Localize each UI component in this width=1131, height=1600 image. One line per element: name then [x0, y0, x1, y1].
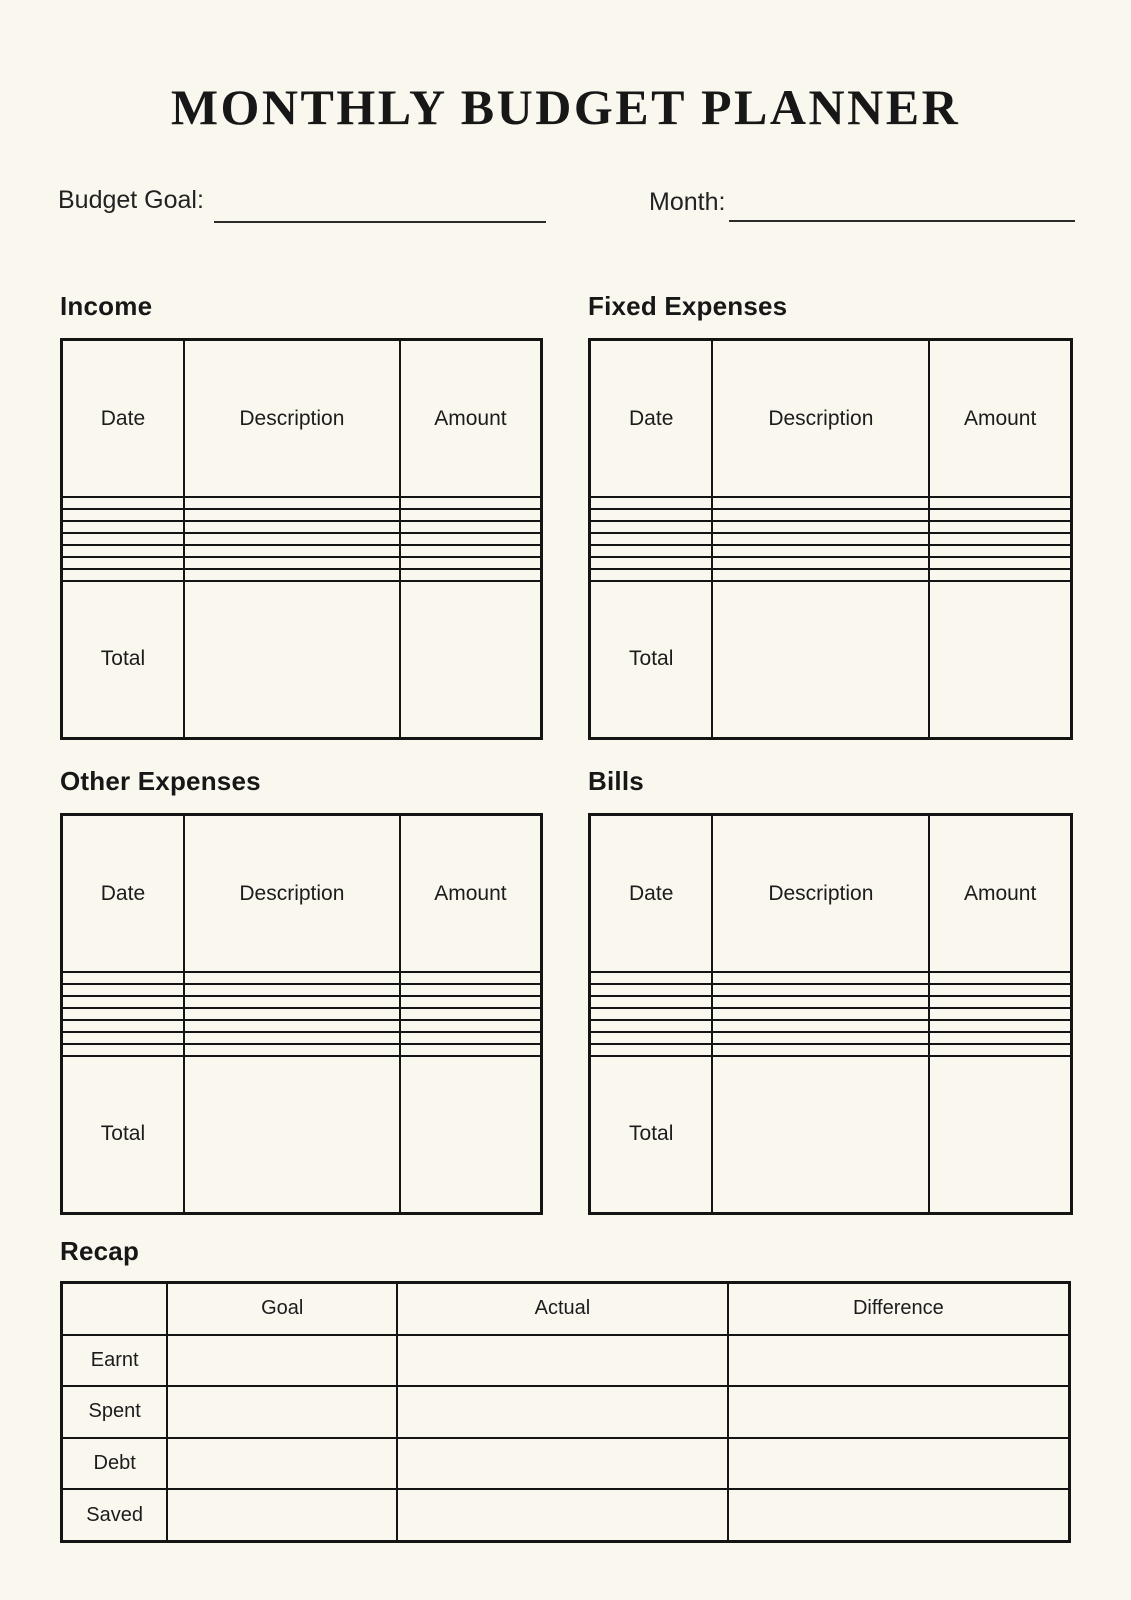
- bills-table: [588, 813, 1073, 1215]
- page-title: MONTHLY BUDGET PLANNER: [170, 79, 961, 135]
- other-expenses-description-cell[interactable]: [184, 1020, 400, 1032]
- recap-spent-goal-cell[interactable]: [167, 1386, 397, 1437]
- fixed-expenses-date-cell[interactable]: [590, 545, 713, 557]
- income-col-header-amount: Amount: [400, 340, 542, 498]
- other-expenses-date-cell[interactable]: [62, 1008, 184, 1020]
- other-expenses-description-cell[interactable]: [184, 972, 400, 984]
- fixed-expenses-date-cell[interactable]: [590, 521, 713, 533]
- fixed-expenses-description-cell[interactable]: [712, 545, 929, 557]
- income-description-cell[interactable]: [184, 545, 400, 557]
- fixed-expenses-total-description-cell[interactable]: [712, 581, 929, 739]
- fixed-expenses-description-cell[interactable]: [712, 497, 929, 509]
- fixed-expenses-section: [588, 292, 1073, 740]
- fixed-expenses-table: [588, 338, 1073, 740]
- income-amount-cell[interactable]: [400, 569, 542, 581]
- income-date-cell[interactable]: [62, 557, 184, 569]
- other-expenses-heading: Other Expenses: [60, 766, 261, 796]
- bills-description-cell[interactable]: [712, 1044, 929, 1056]
- bills-total-description-cell[interactable]: [712, 1056, 929, 1214]
- other-expenses-description-cell[interactable]: [184, 996, 400, 1008]
- income-section: [60, 292, 543, 740]
- bills-date-cell[interactable]: [590, 972, 713, 984]
- bills-col-header-amount: Amount: [929, 815, 1071, 973]
- bills-col-header-description: Description: [712, 815, 929, 973]
- fixed-expenses-row-3: [590, 521, 1072, 533]
- other-expenses-row-2: [62, 984, 542, 996]
- income-row-6: [62, 557, 542, 569]
- bills-date-cell[interactable]: [590, 1008, 713, 1020]
- recap-heading: Recap: [60, 1236, 140, 1266]
- other-expenses-amount-cell[interactable]: [400, 1044, 542, 1056]
- income-header-row: [62, 340, 542, 498]
- month-label: Month:: [649, 188, 726, 216]
- bills-amount-cell[interactable]: [929, 1044, 1071, 1056]
- other-expenses-total-amount-cell[interactable]: [400, 1056, 542, 1214]
- other-expenses-amount-cell[interactable]: [400, 1032, 542, 1044]
- bills-date-cell[interactable]: [590, 984, 713, 996]
- income-total-row: [62, 581, 542, 739]
- bills-row-1: [590, 972, 1072, 984]
- income-amount-cell[interactable]: [400, 557, 542, 569]
- fixed-expenses-description-cell[interactable]: [712, 509, 929, 521]
- bills-description-cell[interactable]: [712, 1020, 929, 1032]
- income-row-7: [62, 569, 542, 581]
- income-col-header-description: Description: [184, 340, 400, 498]
- recap-saved-actual-cell[interactable]: [397, 1489, 728, 1541]
- fixed-expenses-col-header-date: Date: [590, 340, 713, 498]
- other-expenses-date-cell[interactable]: [62, 1032, 184, 1044]
- other-expenses-amount-cell[interactable]: [400, 1008, 542, 1020]
- income-total-amount-cell[interactable]: [400, 581, 542, 739]
- income-date-cell[interactable]: [62, 509, 184, 521]
- fixed-expenses-col-header-amount: Amount: [929, 340, 1071, 498]
- bills-amount-cell[interactable]: [929, 1032, 1071, 1044]
- other-expenses-total-label: Total: [62, 1056, 184, 1214]
- budget-goal-input-line[interactable]: [214, 221, 546, 223]
- other-expenses-col-header-amount: Amount: [400, 815, 542, 973]
- income-amount-cell[interactable]: [400, 497, 542, 509]
- recap-debt-difference-cell[interactable]: [728, 1438, 1070, 1489]
- fixed-expenses-date-cell[interactable]: [590, 497, 713, 509]
- bills-header-row: [590, 815, 1072, 973]
- other-expenses-date-cell[interactable]: [62, 984, 184, 996]
- other-expenses-description-cell[interactable]: [184, 984, 400, 996]
- bills-total-amount-cell[interactable]: [929, 1056, 1071, 1214]
- other-expenses-col-header-description: Description: [184, 815, 400, 973]
- recap-row-debt: [62, 1438, 1070, 1489]
- recap-row-label-earnt: Earnt: [62, 1335, 168, 1386]
- recap-col-header-actual: Actual: [397, 1283, 728, 1335]
- bills-row-7: [590, 1044, 1072, 1056]
- bills-amount-cell[interactable]: [929, 984, 1071, 996]
- fixed-expenses-date-cell[interactable]: [590, 509, 713, 521]
- fixed-expenses-amount-cell[interactable]: [929, 509, 1071, 521]
- bills-amount-cell[interactable]: [929, 972, 1071, 984]
- fixed-expenses-amount-cell[interactable]: [929, 545, 1071, 557]
- income-row-5: [62, 545, 542, 557]
- income-amount-cell[interactable]: [400, 545, 542, 557]
- fixed-expenses-total-amount-cell[interactable]: [929, 581, 1071, 739]
- fixed-expenses-description-cell[interactable]: [712, 521, 929, 533]
- fixed-expenses-description-cell[interactable]: [712, 533, 929, 545]
- recap-row-label-spent: Spent: [62, 1386, 168, 1437]
- fixed-expenses-total-label: Total: [590, 581, 713, 739]
- fixed-expenses-row-7: [590, 569, 1072, 581]
- fixed-expenses-date-cell[interactable]: [590, 557, 713, 569]
- recap-row-spent: [62, 1386, 1070, 1437]
- other-expenses-date-cell[interactable]: [62, 996, 184, 1008]
- recap-saved-goal-cell[interactable]: [167, 1489, 397, 1541]
- income-description-cell[interactable]: [184, 569, 400, 581]
- other-expenses-row-4: [62, 1008, 542, 1020]
- income-row-4: [62, 533, 542, 545]
- recap-spent-difference-cell[interactable]: [728, 1386, 1070, 1437]
- recap-row-label-debt: Debt: [62, 1438, 168, 1489]
- recap-row-label-saved: Saved: [62, 1489, 168, 1541]
- other-expenses-total-row: [62, 1056, 542, 1214]
- fixed-expenses-amount-cell[interactable]: [929, 521, 1071, 533]
- bills-heading: Bills: [588, 766, 644, 796]
- fixed-expenses-amount-cell[interactable]: [929, 557, 1071, 569]
- recap-earnt-actual-cell[interactable]: [397, 1335, 728, 1386]
- income-total-description-cell[interactable]: [184, 581, 400, 739]
- income-heading: Income: [60, 291, 153, 321]
- bills-row-5: [590, 1020, 1072, 1032]
- fixed-expenses-row-5: [590, 545, 1072, 557]
- bills-row-3: [590, 996, 1072, 1008]
- other-expenses-row-1: [62, 972, 542, 984]
- other-expenses-amount-cell[interactable]: [400, 984, 542, 996]
- other-expenses-description-cell[interactable]: [184, 1032, 400, 1044]
- recap-debt-actual-cell[interactable]: [397, 1438, 728, 1489]
- fixed-expenses-header-row: [590, 340, 1072, 498]
- bills-row-6: [590, 1032, 1072, 1044]
- month-input-line[interactable]: [729, 220, 1075, 222]
- bills-description-cell[interactable]: [712, 972, 929, 984]
- other-expenses-row-6: [62, 1032, 542, 1044]
- bills-description-cell[interactable]: [712, 996, 929, 1008]
- other-expenses-amount-cell[interactable]: [400, 996, 542, 1008]
- income-description-cell[interactable]: [184, 533, 400, 545]
- bills-date-cell[interactable]: [590, 1020, 713, 1032]
- income-total-label: Total: [62, 581, 184, 739]
- fixed-expenses-amount-cell[interactable]: [929, 533, 1071, 545]
- bills-date-cell[interactable]: [590, 1032, 713, 1044]
- fixed-expenses-description-cell[interactable]: [712, 569, 929, 581]
- income-amount-cell[interactable]: [400, 509, 542, 521]
- fixed-expenses-total-row: [590, 581, 1072, 739]
- income-amount-cell[interactable]: [400, 533, 542, 545]
- recap-table: [60, 1281, 1071, 1543]
- fixed-expenses-row-1: [590, 497, 1072, 509]
- other-expenses-header-row: [62, 815, 542, 973]
- fixed-expenses-col-header-description: Description: [712, 340, 929, 498]
- budget-goal-label: Budget Goal:: [58, 186, 204, 214]
- other-expenses-amount-cell[interactable]: [400, 972, 542, 984]
- income-date-cell[interactable]: [62, 497, 184, 509]
- income-row-3: [62, 521, 542, 533]
- other-expenses-section: [60, 767, 543, 1215]
- fixed-expenses-row-6: [590, 557, 1072, 569]
- other-expenses-total-description-cell[interactable]: [184, 1056, 400, 1214]
- bills-col-header-date: Date: [590, 815, 713, 973]
- recap-section: [60, 1237, 1071, 1543]
- bills-amount-cell[interactable]: [929, 1008, 1071, 1020]
- bills-description-cell[interactable]: [712, 984, 929, 996]
- recap-spent-actual-cell[interactable]: [397, 1386, 728, 1437]
- fixed-expenses-row-2: [590, 509, 1072, 521]
- bills-date-cell[interactable]: [590, 996, 713, 1008]
- recap-col-header-difference: Difference: [728, 1283, 1070, 1335]
- recap-col-header-blank: [62, 1283, 168, 1335]
- other-expenses-row-3: [62, 996, 542, 1008]
- income-description-cell[interactable]: [184, 521, 400, 533]
- recap-col-header-goal: Goal: [167, 1283, 397, 1335]
- fixed-expenses-heading: Fixed Expenses: [588, 291, 788, 321]
- bills-section: [588, 767, 1073, 1215]
- bills-total-label: Total: [590, 1056, 713, 1214]
- income-description-cell[interactable]: [184, 497, 400, 509]
- recap-debt-goal-cell[interactable]: [167, 1438, 397, 1489]
- recap-earnt-goal-cell[interactable]: [167, 1335, 397, 1386]
- recap-header-row: [62, 1283, 1070, 1335]
- recap-earnt-difference-cell[interactable]: [728, 1335, 1070, 1386]
- recap-row-earnt: [62, 1335, 1070, 1386]
- income-date-cell[interactable]: [62, 533, 184, 545]
- fixed-expenses-date-cell[interactable]: [590, 533, 713, 545]
- income-date-cell[interactable]: [62, 521, 184, 533]
- income-date-cell[interactable]: [62, 569, 184, 581]
- other-expenses-col-header-date: Date: [62, 815, 184, 973]
- other-expenses-date-cell[interactable]: [62, 1020, 184, 1032]
- fixed-expenses-date-cell[interactable]: [590, 569, 713, 581]
- other-expenses-date-cell[interactable]: [62, 1044, 184, 1056]
- other-expenses-row-7: [62, 1044, 542, 1056]
- fixed-expenses-row-4: [590, 533, 1072, 545]
- other-expenses-date-cell[interactable]: [62, 972, 184, 984]
- income-amount-cell[interactable]: [400, 521, 542, 533]
- bills-amount-cell[interactable]: [929, 1020, 1071, 1032]
- fixed-expenses-amount-cell[interactable]: [929, 497, 1071, 509]
- recap-row-saved: [62, 1489, 1070, 1541]
- fixed-expenses-description-cell[interactable]: [712, 557, 929, 569]
- bills-date-cell[interactable]: [590, 1044, 713, 1056]
- income-description-cell[interactable]: [184, 509, 400, 521]
- income-description-cell[interactable]: [184, 557, 400, 569]
- bills-amount-cell[interactable]: [929, 996, 1071, 1008]
- income-row-1: [62, 497, 542, 509]
- income-table: [60, 338, 543, 740]
- bills-row-2: [590, 984, 1072, 996]
- income-row-2: [62, 509, 542, 521]
- bills-description-cell[interactable]: [712, 1032, 929, 1044]
- other-expenses-table: [60, 813, 543, 1215]
- other-expenses-amount-cell[interactable]: [400, 1020, 542, 1032]
- bills-total-row: [590, 1056, 1072, 1214]
- other-expenses-description-cell[interactable]: [184, 1008, 400, 1020]
- income-col-header-date: Date: [62, 340, 184, 498]
- other-expenses-description-cell[interactable]: [184, 1044, 400, 1056]
- bills-description-cell[interactable]: [712, 1008, 929, 1020]
- fixed-expenses-amount-cell[interactable]: [929, 569, 1071, 581]
- bills-row-4: [590, 1008, 1072, 1020]
- recap-saved-difference-cell[interactable]: [728, 1489, 1070, 1541]
- income-date-cell[interactable]: [62, 545, 184, 557]
- other-expenses-row-5: [62, 1020, 542, 1032]
